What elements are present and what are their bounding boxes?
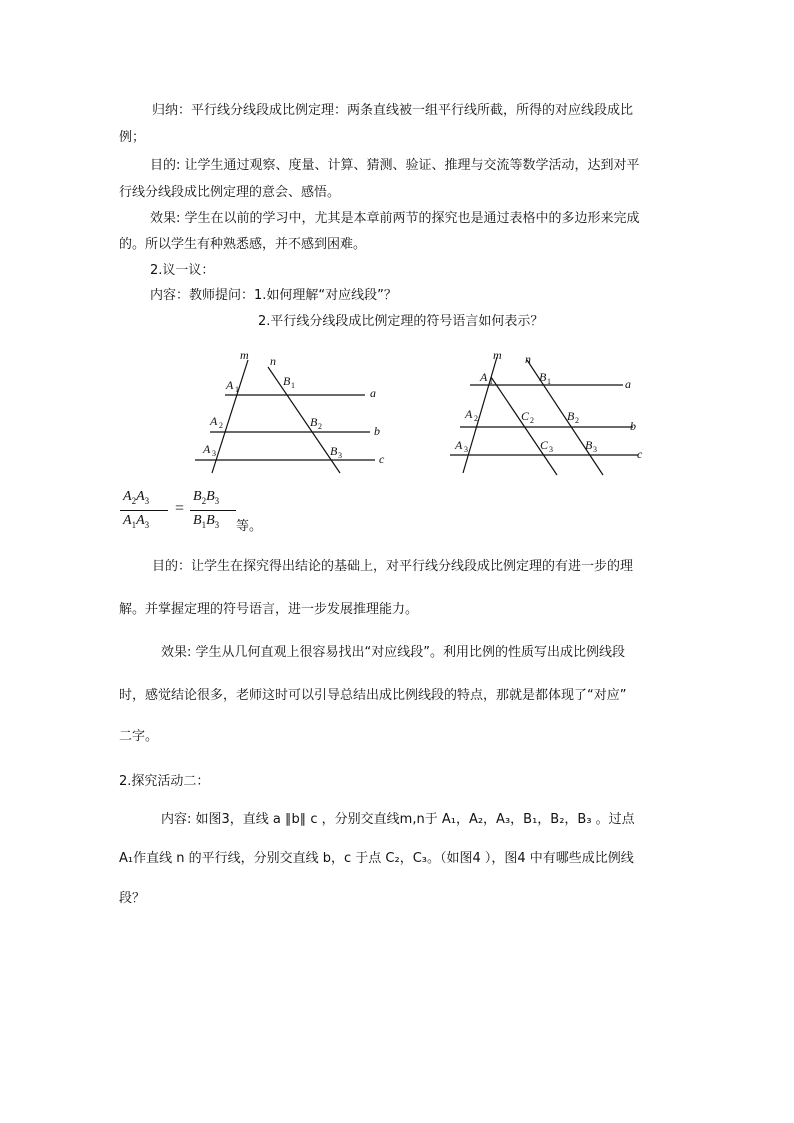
svg-text:1: 1 xyxy=(489,377,493,386)
line-A1-parallel xyxy=(491,377,557,475)
fraction-bar-left xyxy=(120,510,168,511)
figure-3-diagram xyxy=(190,345,400,475)
svg-text:1: 1 xyxy=(291,381,295,390)
paragraph-effect2-line3: 二字。 xyxy=(119,729,159,744)
label-B2: B xyxy=(310,415,318,429)
label-B3: B xyxy=(585,438,593,452)
label-a: a xyxy=(370,386,376,400)
paragraph-effect2-line1: 效果: 学生从几何直观上很容易找出“对应线段”。利用比例的性质写出成比例线段 xyxy=(161,645,625,660)
paragraph-induction-line1: 归纳：平行线分线段成比例定理：两条直线被一组平行线所截，所得的对应线段成比 xyxy=(152,103,634,118)
label-B1: B xyxy=(283,374,291,388)
label-A3: A xyxy=(455,438,463,452)
label-A3: A xyxy=(203,442,211,456)
label-C3: C xyxy=(540,438,549,452)
formula-denominator-left: $A_1A_3$ xyxy=(123,513,150,530)
label-c: c xyxy=(637,447,643,461)
line-m xyxy=(212,360,248,473)
figure-4-diagram xyxy=(445,345,655,485)
label-C2: C xyxy=(521,409,530,423)
label-A2: A xyxy=(465,407,473,421)
svg-text:1: 1 xyxy=(547,377,551,386)
fraction-bar-right xyxy=(190,510,236,511)
section-discuss-heading: 2.议一议： xyxy=(150,263,215,278)
paragraph-effect-line2: 的。所以学生有种熟悉感，并不感到困难。 xyxy=(119,237,367,252)
label-m: m xyxy=(493,348,502,362)
paragraph-content-line3: 段？ xyxy=(119,891,146,906)
equals-sign: = xyxy=(175,500,185,517)
label-c: c xyxy=(379,452,385,466)
paragraph-effect-line1: 效果: 学生在以前的学习中，尤其是本章前两节的探究也是通过表格中的多边形来完成 xyxy=(150,211,640,226)
label-m: m xyxy=(240,348,249,362)
svg-text:3: 3 xyxy=(212,449,216,458)
label-A2: A xyxy=(210,414,218,428)
paragraph-induction-line2: 例； xyxy=(119,130,146,145)
formula-denominator-right: $B_1B_3$ xyxy=(193,513,220,530)
svg-text:2: 2 xyxy=(575,416,579,425)
paragraph-question1: 内容：教师提问：1.如何理解“对应线段”？ xyxy=(150,288,397,303)
section-activity2-heading: 2.探究活动二： xyxy=(119,774,210,789)
svg-text:3: 3 xyxy=(464,445,468,454)
svg-text:2: 2 xyxy=(219,421,223,430)
paragraph-question2: 2.平行线分线段成比例定理的符号语言如何表示？ xyxy=(258,314,544,329)
label-a: a xyxy=(625,377,631,391)
label-n: n xyxy=(525,352,531,366)
paragraph-goal-line2: 行线分线段成比例定理的意会、感悟。 xyxy=(119,185,341,200)
svg-text:3: 3 xyxy=(593,445,597,454)
label-B2: B xyxy=(567,409,575,423)
label-B3: B xyxy=(330,444,338,458)
svg-text:2: 2 xyxy=(318,422,322,431)
svg-text:2: 2 xyxy=(474,414,478,423)
paragraph-goal2-line2: 解。并掌握定理的符号语言，进一步发展推理能力。 xyxy=(119,602,419,617)
paragraph-effect2-line2: 时，感觉结论很多，老师这时可以引导总结出成比例线段的特点，那就是都体现了“对应” xyxy=(119,688,627,703)
paragraph-content-line2: A₁作直线 n 的平行线，分别交直线 b，c 于点 C₂，C₃。（如图4 ），图4 中有哪些成比例线 xyxy=(119,851,634,866)
label-B1: B xyxy=(539,370,547,384)
paragraph-content-line1: 内容: 如图3，直线 a ∥b∥ c ，分别交直线m,n于 A₁，A₂，A₃，B₁，B₂，B₃ 。过点 xyxy=(161,812,635,827)
formula-numerator-right: $B_2B_3$ xyxy=(193,489,220,506)
paragraph-goal2-line1: 目的：让学生在探究得出结论的基础上，对平行线分线段成比例定理的有进一步的理 xyxy=(152,559,634,574)
label-n: n xyxy=(270,354,276,368)
paragraph-goal-line1: 目的: 让学生通过观察、度量、计算、猜测、验证、推理与交流等数学活动，达到对平 xyxy=(150,158,640,173)
label-b: b xyxy=(374,424,380,438)
svg-text:3: 3 xyxy=(338,451,342,460)
svg-text:3: 3 xyxy=(549,445,553,454)
label-A1: A xyxy=(480,370,488,384)
svg-text:1: 1 xyxy=(235,385,239,394)
label-A1: A xyxy=(226,378,234,392)
svg-text:2: 2 xyxy=(530,416,534,425)
formula-numerator-left: $A_2A_3$ xyxy=(123,489,150,506)
proportion-formula xyxy=(120,487,250,537)
label-b: b xyxy=(630,419,636,433)
formula-suffix: 等。 xyxy=(236,519,263,534)
